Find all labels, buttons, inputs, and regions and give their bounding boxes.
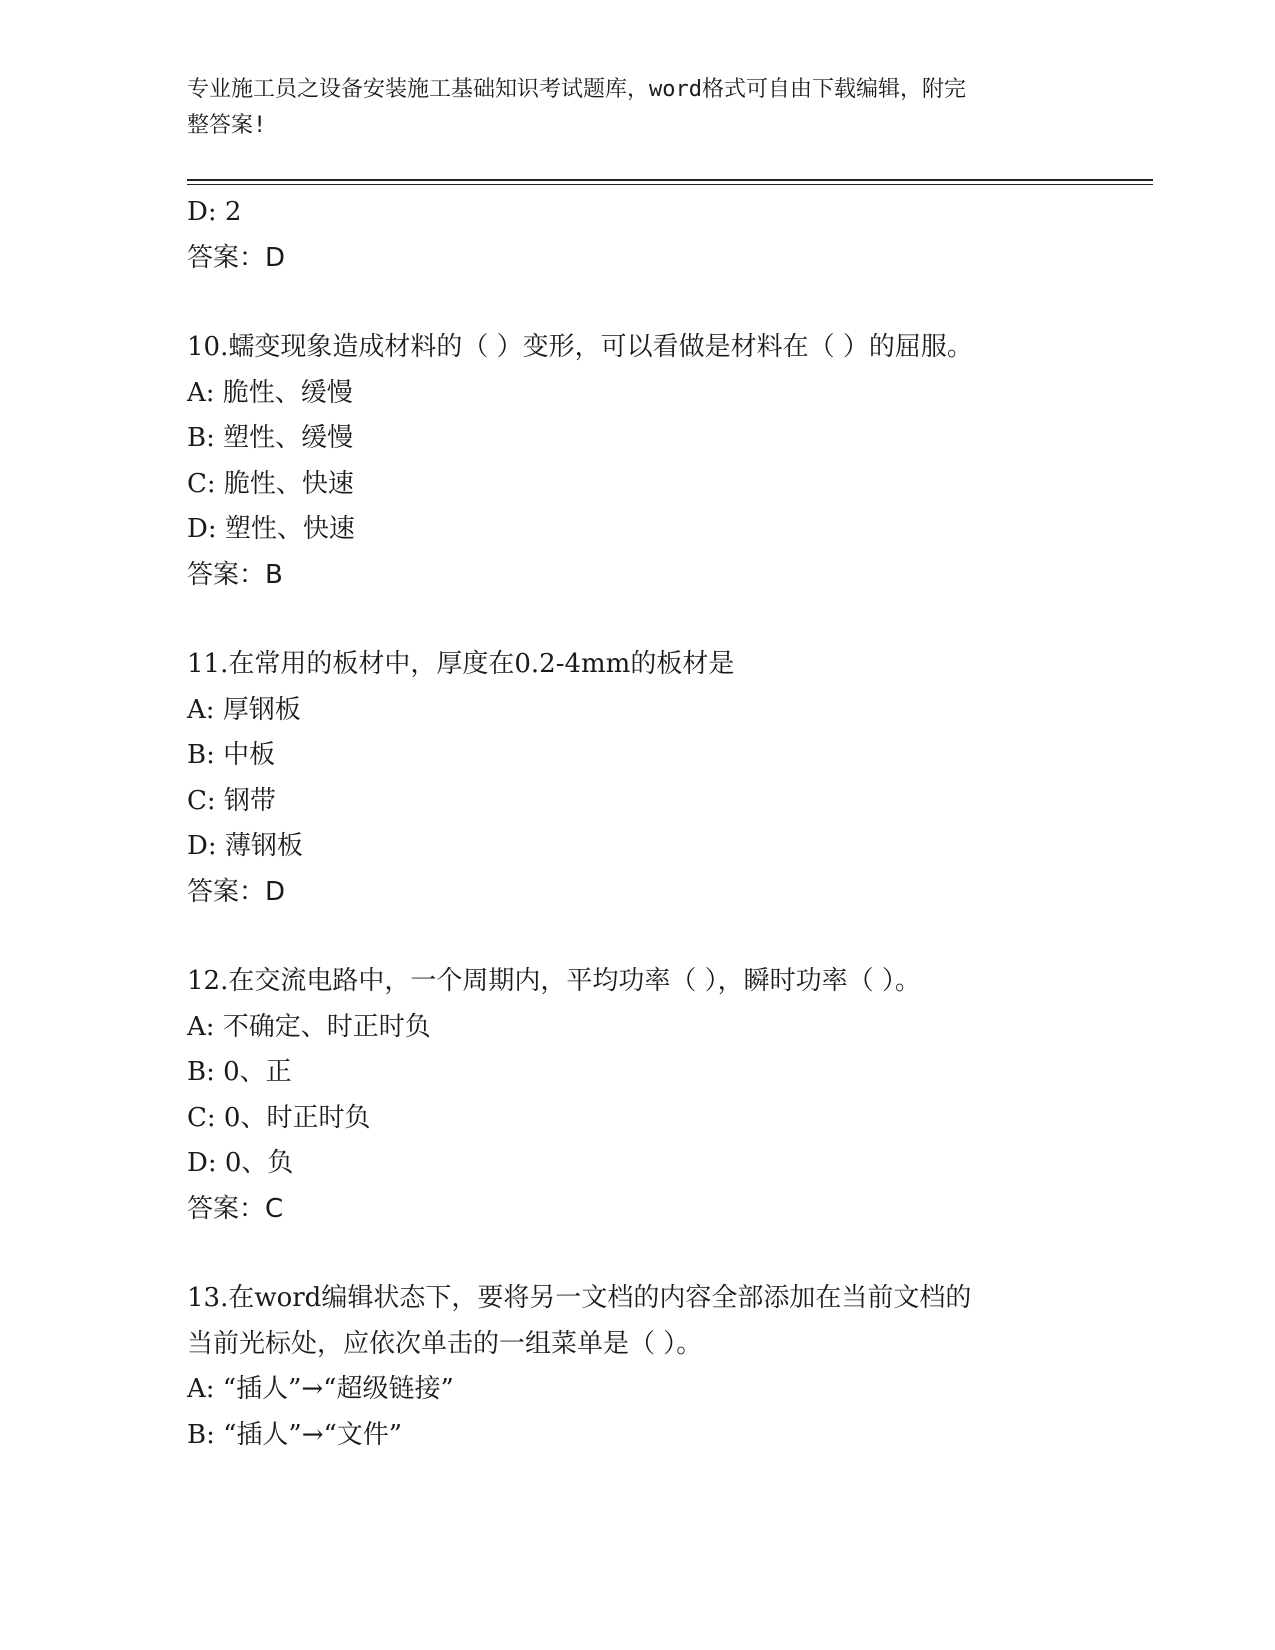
question-13 (187, 1276, 1127, 1458)
option-c: C: 脆性、快速 (187, 468, 354, 499)
question-11 (187, 642, 1127, 915)
option-d: D: 塑性、快速 (187, 514, 355, 544)
question-title-continued: 当前光标处，应依次单击的一组菜单是（ ）。 (187, 1328, 703, 1359)
header-rule-thin (187, 184, 1153, 185)
answer: 答案：C (187, 1193, 284, 1224)
answer: 答案：B (187, 559, 283, 590)
option-c: C: 钢带 (187, 785, 276, 816)
option-d: D: 0、负 (187, 1148, 294, 1178)
option-c: C: 0、时正时负 (187, 1102, 371, 1133)
header-line-2: 整答案! (187, 113, 267, 138)
question-title: 10.蠕变现象造成材料的（ ）变形，可以看做是材料在（ ）的屈服。 (187, 332, 973, 362)
question-title: 11.在常用的板材中，厚度在0.2-4mm的板材是 (187, 649, 735, 679)
question-title: 13.在word编辑状态下，要将另一文档的内容全部添加在当前文档的 (187, 1283, 972, 1313)
option-b: B: 中板 (187, 740, 276, 770)
question-12 (187, 959, 1127, 1232)
option-a: A: “插人”→“超级链接” (187, 1374, 454, 1404)
prev-option-d: D: 2 (187, 197, 242, 227)
question-title: 12.在交流电路中，一个周期内，平均功率（ ），瞬时功率（ ）。 (187, 966, 921, 996)
document-header (187, 72, 1067, 144)
header-line-1: 专业施工员之设备安装施工基础知识考试题库，word格式可自由下载编辑，附完 (187, 77, 966, 102)
option-b: B: 0、正 (187, 1057, 292, 1087)
header-rule-thick (187, 179, 1153, 181)
option-a: A: 厚钢板 (187, 694, 301, 725)
answer: 答案：D (187, 876, 286, 907)
option-a: A: 不确定、时正时负 (187, 1011, 431, 1042)
option-b: B: 塑性、缓慢 (187, 423, 354, 453)
question-list (187, 190, 1127, 1458)
option-b: B: “插人”→“文件” (187, 1419, 403, 1450)
prev-answer: 答案：D (187, 242, 286, 273)
option-d: D: 薄钢板 (187, 831, 303, 861)
question-10 (187, 325, 1127, 598)
option-a: A: 脆性、缓慢 (187, 377, 353, 408)
